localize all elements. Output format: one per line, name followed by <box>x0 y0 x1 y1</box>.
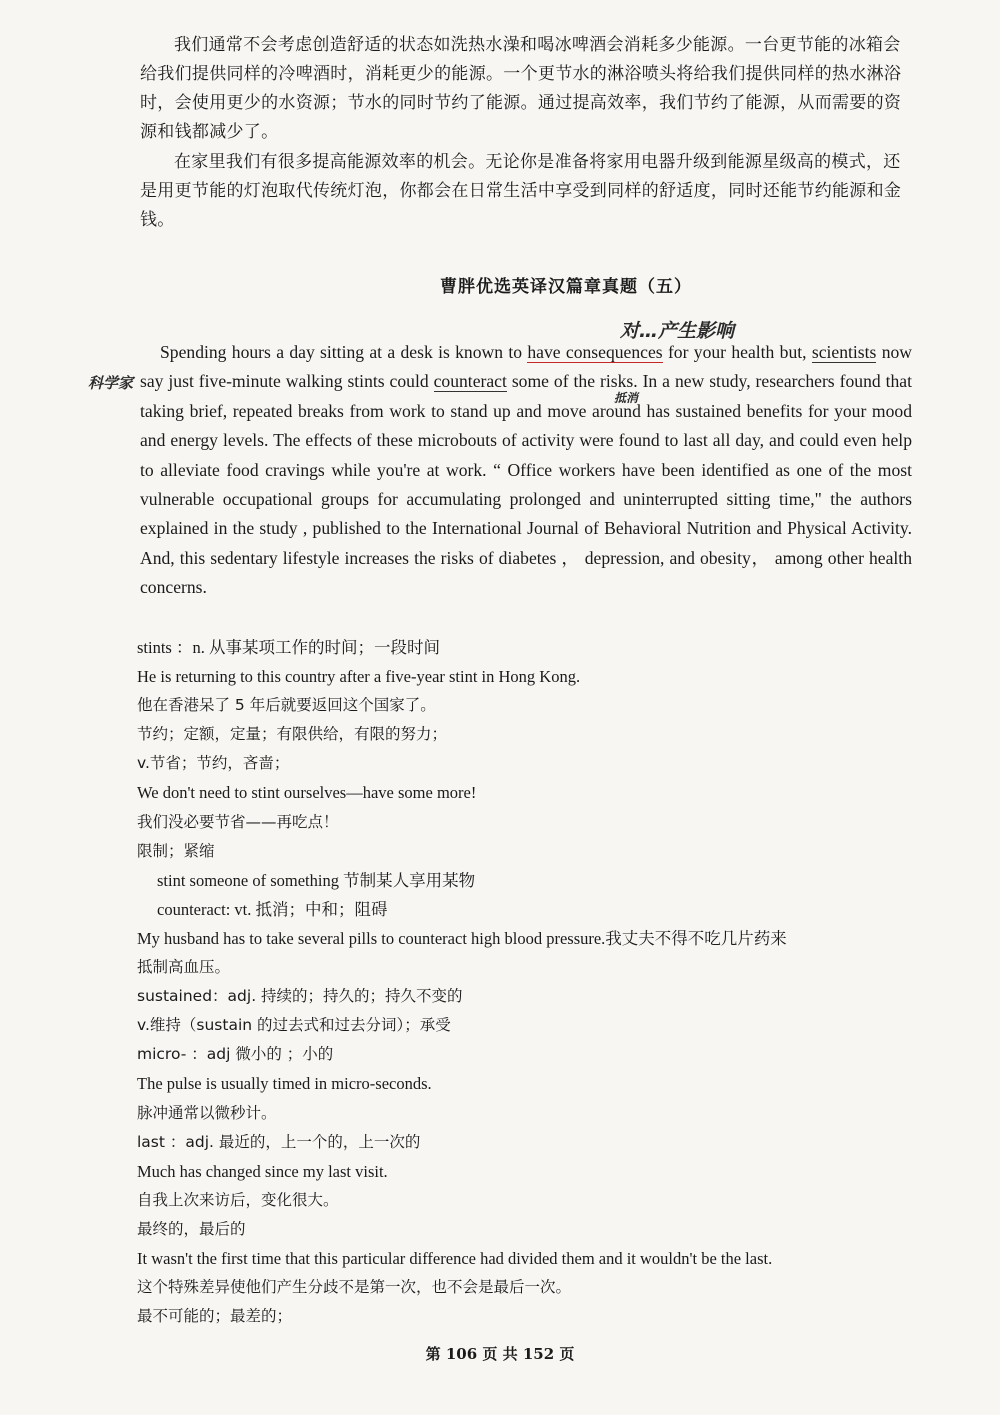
page-footer: 第 106 页 共 152 页 <box>425 1345 575 1363</box>
note-line: My husband has to take several pills to counteract high blood pressure.我丈夫不得不吃几片药来 <box>137 928 787 948</box>
note-line: counteract: vt. 抵消；中和；阻碍 <box>157 899 388 919</box>
handwritten-note-consequences: 对…产生影响 <box>620 320 735 342</box>
note-line: 最终的，最后的 <box>137 1219 246 1238</box>
intro-paragraph-1: 我们通常不会考虑创造舒适的状态如洗热水澡和喝冰啤酒会消耗多少能源。一台更节能的冰箱会给我们提供同样的冷啤酒时，消耗更少的能源。一个更节水的淋浴喷头将给我们提供同样的热水淋浴时，会使用更少的水资源；节水的同时节约了能源。通过提高效率，我们节约了能源，从而需要的资源和钱都减少了。 <box>140 35 902 142</box>
note-line: Much has changed since my last visit. <box>137 1161 388 1181</box>
note-line: 脉冲通常以微秒计。 <box>137 1103 277 1122</box>
note-line: He is returning to this country after a five-year stint in Hong Kong. <box>137 667 581 687</box>
highlight-counteract: counteract <box>433 371 507 392</box>
vocabulary-notes <box>137 633 927 1331</box>
note-line: 他在香港呆了 5 年后就要返回这个国家了。 <box>137 696 436 715</box>
english-passage <box>140 338 912 603</box>
note-line: It wasn't the first time that this particular difference had divided them and it wouldn't be the last. <box>137 1248 773 1268</box>
note-line: 节约；定额，定量；有限供给，有限的努力； <box>137 725 448 744</box>
passage-segment: now say just five-minute walking stints could <box>140 342 912 392</box>
note-line: v.节省；节约，吝啬； <box>137 754 290 773</box>
handwritten-note-counteract: 抵消 <box>614 391 639 405</box>
note-line: last ：adj. 最近的，上一个的，上一次的 <box>137 1132 421 1151</box>
note-line: 我们没必要节省——再吃点！ <box>137 812 339 831</box>
handwritten-note-scientists: 科学家 <box>88 374 134 392</box>
note-line: stint someone of something 节制某人享用某物 <box>157 870 476 890</box>
passage-segment: some of the risks. In a new study, researchers found that taking brief, repeated breaks from work to stand up and move around has sustained benefits for your mood and energy levels. The effects of these microbouts of activity were found to last all day, and could even help to alleviate food cravings while you're at work. “ Office workers have been identified as one of the most vulnerable occupational groups for accumulating prolonged and uninterrupted sitting time," the authors explained in the study , published to the International Journal of Behavioral Nutrition and Physical Activity. And, this sedentary lifestyle increases the risks of diabetes ， depression, and obesity， among other health concerns. <box>140 371 912 598</box>
note-line: micro- ：adj 微小的 ；小的 <box>137 1045 334 1064</box>
section-title: 曹胖优选英译汉篇章真题（五） <box>440 277 692 297</box>
highlight-have-consequences: have consequences <box>527 342 663 362</box>
note-line: We don't need to stint ourselves—have some more! <box>137 783 477 803</box>
highlight-scientists: scientists <box>811 342 877 362</box>
passage-segment: for your health but, <box>662 342 812 362</box>
note-line: 这个特殊差异使他们产生分歧不是第一次，也不会是最后一次。 <box>137 1278 572 1297</box>
note-line: v.维持（sustain 的过去式和过去分词）；承受 <box>137 1016 451 1035</box>
note-line: 最不可能的；最差的； <box>137 1307 293 1326</box>
note-line: stints ：n. 从事某项工作的时间；一段时间 <box>137 638 440 657</box>
note-line: 限制；紧缩 <box>137 841 215 860</box>
intro-paragraph-2: 在家里我们有很多提高能源效率的机会。无论你是准备将家用电器升级到能源星级高的模式，还是用更节能的灯泡取代传统灯泡，你都会在日常生活中享受到同样的舒适度，同时还能节约能源和金钱。 <box>140 152 902 230</box>
note-line: 抵制高血压。 <box>137 958 231 977</box>
passage-segment: Spending hours a day sitting at a desk is known to <box>160 342 528 362</box>
note-line: The pulse is usually timed in micro-seconds. <box>137 1074 432 1094</box>
note-line: sustained：adj. 持续的；持久的；持久不变的 <box>137 987 463 1006</box>
note-line: 自我上次来访后，变化很大。 <box>137 1190 339 1209</box>
